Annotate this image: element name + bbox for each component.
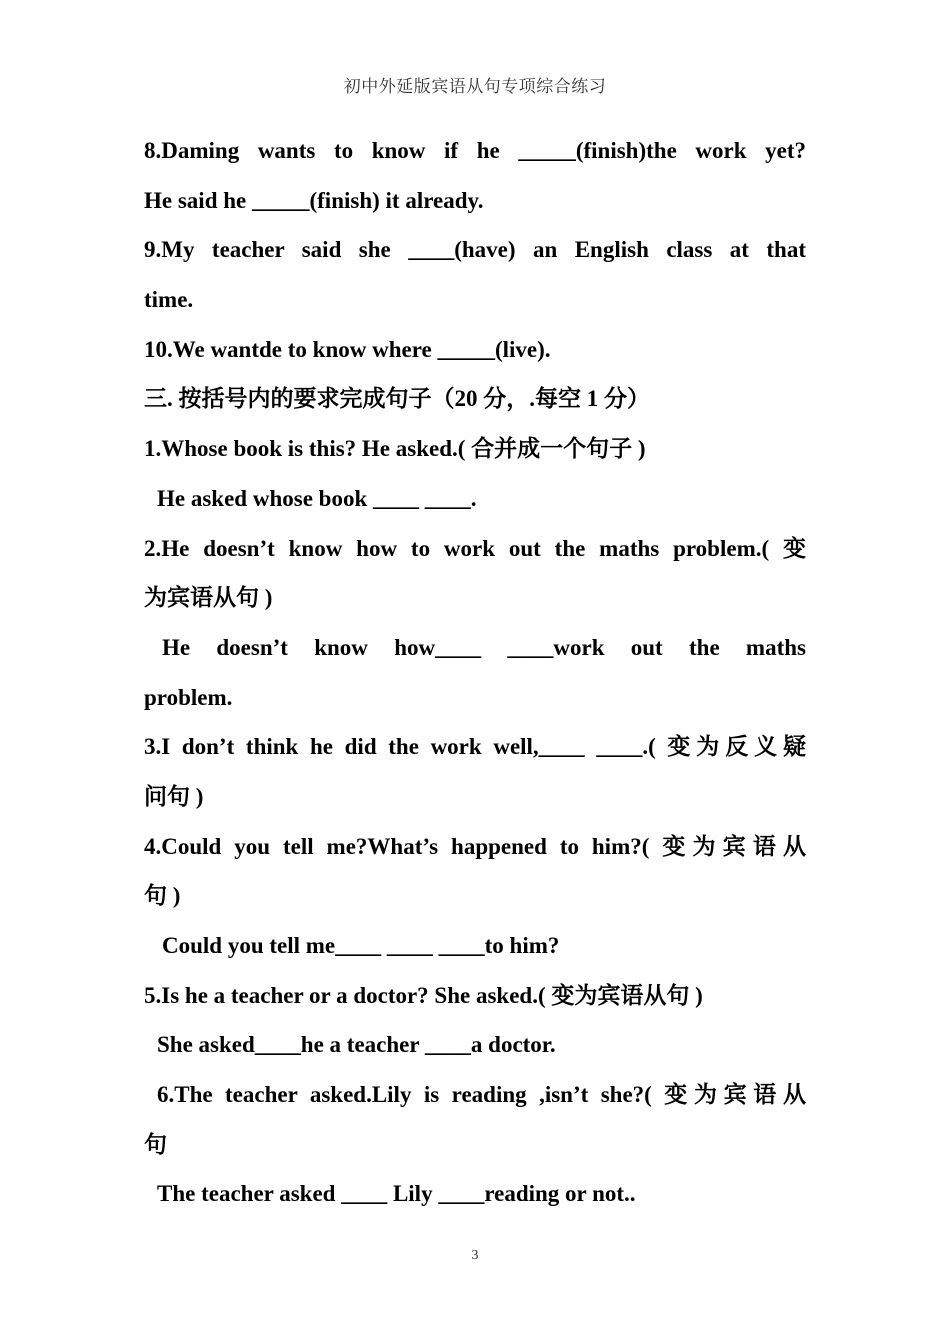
exercise-1-prompt: 1.Whose book is this? He asked.( 合并成一个句子 ) bbox=[144, 436, 646, 462]
exercise-3-prompt-line-2: 问句 ) bbox=[144, 783, 204, 809]
exercise-5-answer: She asked____he a teacher ____a doctor. bbox=[157, 1032, 556, 1058]
question-10: 10.We wantde to know where _____(live). bbox=[144, 336, 551, 362]
exercise-6-prompt-line-2: 句 bbox=[144, 1131, 167, 1157]
exercise-1-answer: He asked whose book ____ ____. bbox=[157, 485, 477, 511]
question-9-line-1: 9.My teacher said she ____(have) an English class at that bbox=[144, 237, 806, 263]
exercise-2-answer-line-1: He doesn’t know how____ ____work out the maths bbox=[162, 634, 806, 660]
exercise-content bbox=[144, 126, 806, 1219]
exercise-6-answer: The teacher asked ____ Lily ____reading or not.. bbox=[157, 1181, 636, 1207]
exercise-4-prompt-line-2: 句 ) bbox=[144, 883, 181, 909]
question-8-line-2: He said he _____(finish) it already. bbox=[144, 187, 484, 213]
exercise-6-prompt-line-1: 6.The teacher asked.Lily is reading ,isn’t she?( 变为宾语从 bbox=[157, 1082, 806, 1108]
exercise-2-prompt-line-2: 为宾语从句 ) bbox=[144, 585, 273, 611]
exercise-4-answer: Could you tell me____ ____ ____to him? bbox=[162, 933, 560, 958]
exercise-4-prompt-line-1: 4.Could you tell me?What’s happened to him?( 变为宾语从 bbox=[144, 833, 806, 859]
exercise-5-prompt: 5.Is he a teacher or a doctor? She asked.( 变为宾语从句 ) bbox=[144, 982, 703, 1008]
page-number: 3 bbox=[471, 1248, 479, 1263]
section-three-heading: 三. 按括号内的要求完成句子（20 分，.每空 1 分） bbox=[144, 386, 650, 412]
exercise-3-prompt-line-1: 3.I don’t think he did the work well,____ ____.( 变为反义疑 bbox=[144, 734, 806, 760]
exercise-2-prompt-line-1: 2.He doesn’t know how to work out the maths problem.( 变 bbox=[144, 535, 806, 561]
question-8-line-1: 8.Daming wants to know if he _____(finish)the work yet? bbox=[144, 138, 806, 163]
exercise-2-answer-line-2: problem. bbox=[144, 684, 233, 710]
page-header: 初中外延版宾语从句专项综合练习 bbox=[343, 77, 607, 96]
question-9-line-2: time. bbox=[144, 287, 194, 313]
